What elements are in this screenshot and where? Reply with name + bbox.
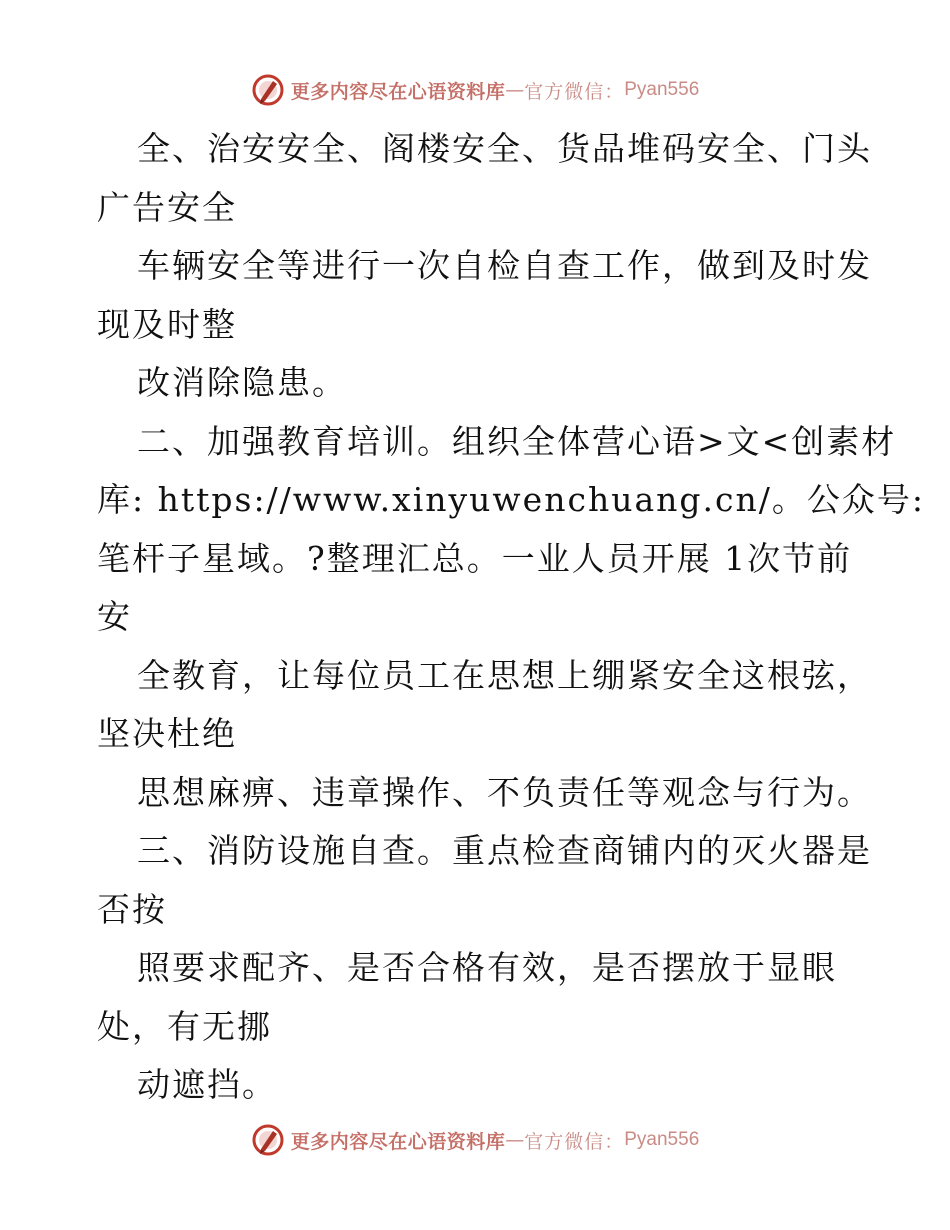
body-line-7: 库: https://www.xinyuwenchuang.cn/。公众号: xyxy=(97,480,925,519)
footer-brand-text: 更多内容尽在心语资料库 xyxy=(290,1130,506,1153)
body-line-10: 全教育，让每位员工在思想上绷紧安全这根弦， xyxy=(137,655,872,695)
body-line-13: 三、消防设施自查。重点检查商铺内的灭火器是 xyxy=(137,831,872,870)
body-line-8: 笔杆子星域。?整理汇总。一业人员开展 1次节前 xyxy=(97,538,853,578)
footer-separator: — xyxy=(505,1129,525,1151)
body-line-2: 广告安全 xyxy=(97,187,237,227)
footer-banner xyxy=(0,1120,950,1160)
body-line-4: 现及时整 xyxy=(97,304,237,344)
pen-nib-logo-icon xyxy=(251,73,285,107)
body-line-9: 安 xyxy=(97,597,132,636)
body-line-3: 车辆安全等进行一次自检自查工作，做到及时发 xyxy=(137,246,872,285)
header-wechat-label: 官方微信： xyxy=(524,80,625,103)
body-line-15: 照要求配齐、是否合格有效，是否摆放于显眼 xyxy=(137,948,837,987)
body-line-12: 思想麻痹、违章操作、不负责任等观念与行为。 xyxy=(137,772,872,812)
header-banner xyxy=(0,70,950,110)
body-line-5: 改消除隐患。 xyxy=(137,363,347,402)
header-brand-text: 更多内容尽在心语资料库 xyxy=(290,80,506,103)
body-line-1: 全、治安安全、阁楼安全、货品堆码安全、门头 xyxy=(137,129,872,168)
body-line-17: 动遮挡。 xyxy=(137,1065,277,1104)
body-line-16: 处，有无挪 xyxy=(97,1006,272,1046)
footer-wechat-id: Pyan556 xyxy=(624,1129,700,1150)
body-line-14: 否按 xyxy=(97,889,167,929)
body-line-11: 坚决杜绝 xyxy=(97,714,237,753)
header-separator: — xyxy=(505,79,525,101)
body-line-6: 二、加强教育培训。组织全体营心语>文<创素材 xyxy=(137,421,897,461)
pen-nib-logo-icon xyxy=(251,1123,285,1157)
footer-wechat-label: 官方微信： xyxy=(524,1130,625,1153)
document-body xyxy=(97,120,925,1115)
header-wechat-id: Pyan556 xyxy=(624,79,700,100)
